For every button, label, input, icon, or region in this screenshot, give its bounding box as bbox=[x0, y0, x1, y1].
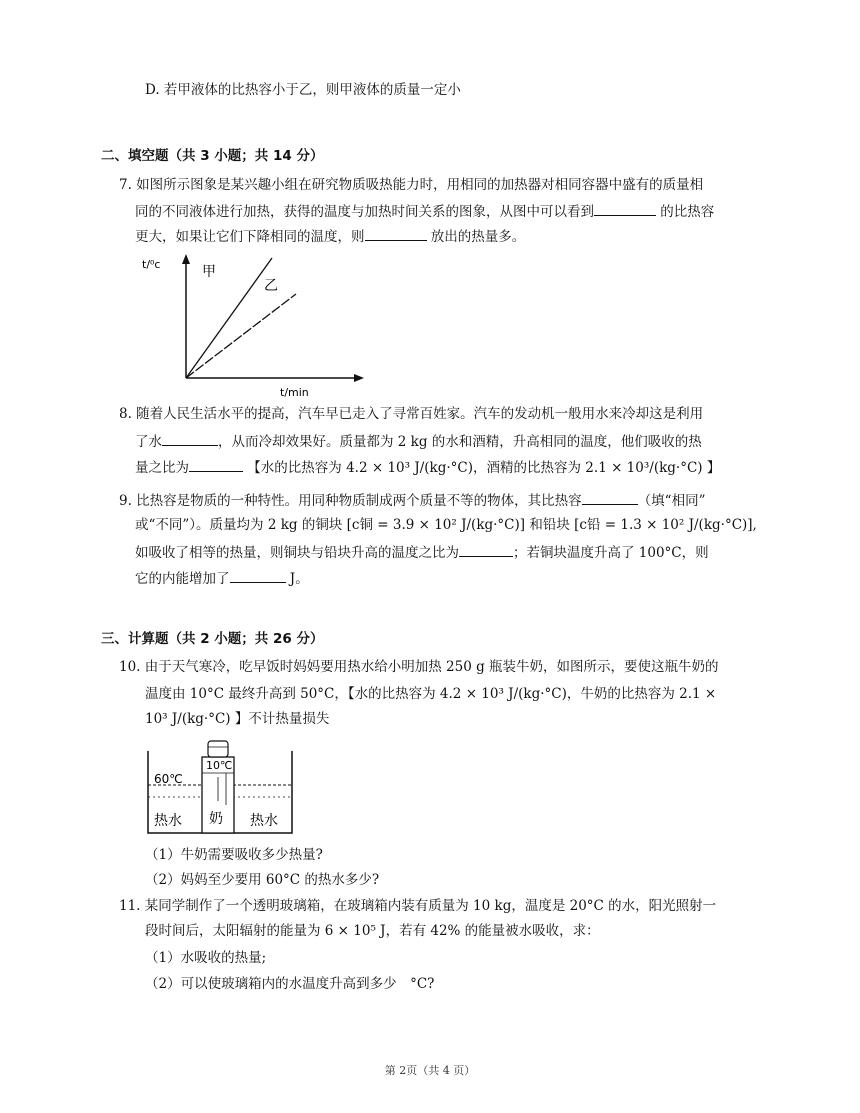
q9-line1-text-b: （填“相同” bbox=[637, 493, 706, 509]
graph-label-yi: 乙 bbox=[264, 278, 278, 294]
milk-temp-label: 10℃ bbox=[206, 759, 233, 772]
graph-y-arrow bbox=[182, 254, 190, 264]
q7-line3-text: 更大，如果让它们下降相同的温度，则 bbox=[135, 229, 365, 245]
graph-y-label: t/⁰c bbox=[142, 258, 161, 271]
section-title-calculation: 三、计算题（共 2 小题；共 26 分） bbox=[101, 631, 324, 647]
bottle-cap bbox=[208, 741, 228, 757]
q7-line3 bbox=[135, 227, 525, 246]
graph-x-label: t/min bbox=[280, 386, 309, 399]
graph-line-jia bbox=[186, 258, 272, 378]
milk-label: 奶 bbox=[209, 811, 223, 827]
q8-line3-text-b: 【水的比热容为 4.2 × 10³ J/(kg·°C)，酒精的比热容为 2.1 × 10³/(kg·°C) 】 bbox=[247, 460, 721, 476]
q7-blank1[interactable] bbox=[594, 202, 656, 216]
q7-line2-text: 同的不同液体进行加热，获得的温度与加热时间关系的图象，从图中可以看到 bbox=[135, 204, 594, 220]
q9-line1 bbox=[119, 491, 705, 510]
q10-line3: 10³ J/(kg·°C) 】不计热量损失 bbox=[145, 711, 330, 727]
q7-line2 bbox=[135, 202, 714, 221]
page-footer: 第 2页（共 4 页） bbox=[384, 1064, 476, 1077]
q11-sub2: （2）可以使玻璃箱内的水温度升高到多少 °C? bbox=[145, 976, 435, 992]
q9-blank2[interactable] bbox=[459, 543, 513, 557]
q9-blank1[interactable] bbox=[582, 491, 638, 505]
graph-line-yi bbox=[186, 294, 296, 378]
q10-line2: 温度由 10°C 最终升高到 50°C，【水的比热容为 4.2 × 10³ J/(kg·°C)，牛奶的比热容为 2.1 × bbox=[145, 686, 717, 702]
option-d: D. 若甲液体的比热容小于乙，则甲液体的质量一定小 bbox=[145, 82, 461, 98]
q7-line2-text-b: 的比热容 bbox=[660, 204, 715, 220]
q9-line4 bbox=[135, 569, 309, 588]
q7-blank2[interactable] bbox=[365, 227, 427, 241]
q8-blank1[interactable] bbox=[162, 432, 218, 446]
q8-blank2[interactable] bbox=[189, 458, 243, 472]
q11-line2: 段时间后，太阳辐射的能量为 6 × 10⁵ J，若有 42% 的能量被水吸收，求： bbox=[145, 923, 600, 939]
q8-line2-text-b: ，从而冷却效果好。质量都为 2 kg 的水和酒精，升高相同的温度，他们吸收的热 bbox=[218, 434, 702, 450]
q9-line4-text: 它的内能增加了 bbox=[135, 571, 230, 587]
q9-line2: 或“不同”）。质量均为 2 kg 的铜块 [c铜 = 3.9 × 10² J/(kg·°C)] 和铅块 [c铅 = 1.3 × 10² J/(kg·°C)], bbox=[135, 517, 757, 533]
q8-line2 bbox=[135, 432, 702, 451]
graph-x-arrow bbox=[354, 374, 364, 382]
q10-sub1: （1）牛奶需要吸收多少热量? bbox=[145, 847, 323, 863]
hot-water-label-right: 热水 bbox=[250, 813, 278, 829]
q11-line1: 11. 某同学制作了一个透明玻璃箱，在玻璃箱内装有质量为 10 kg，温度是 20°C 的水，阳光照射一 bbox=[119, 898, 717, 914]
q8-line1: 8. 随着人民生活水平的提高，汽车早已走入了寻常百姓家。汽车的发动机一般用水来冷却这是利用 bbox=[119, 406, 704, 422]
q8-line3-text: 量之比为 bbox=[135, 460, 189, 476]
q10-sub2: （2）妈妈至少要用 60°C 的热水多少? bbox=[145, 872, 380, 888]
q8-line3 bbox=[135, 458, 720, 477]
q10-line1: 10. 由于天气寒冷，吃早饭时妈妈要用热水给小明加热 250 g 瓶装牛奶，如图所示，要使这瓶牛奶的 bbox=[119, 659, 719, 675]
water-temp-label: 60℃ bbox=[154, 772, 183, 786]
q9-blank3[interactable] bbox=[230, 569, 286, 583]
q8-line2-text: 了水 bbox=[135, 434, 162, 450]
temperature-time-graph bbox=[140, 250, 370, 400]
hot-water-label-left: 热水 bbox=[154, 813, 182, 829]
q7-line1: 7. 如图所示图象是某兴趣小组在研究物质吸热能力时，用相同的加热器对相同容器中盛有的质量相 bbox=[119, 177, 704, 193]
q9-line4-text-b: J。 bbox=[289, 571, 309, 587]
q7-line3-text-b: 放出的热量多。 bbox=[430, 229, 526, 245]
milk-heating-figure bbox=[146, 737, 296, 837]
q9-line1-text: 9. 比热容是物质的一种特性。用同种物质制成两个质量不等的物体，其比热容 bbox=[119, 493, 582, 509]
q9-line3-text-b: ；若铜块温度升高了 100°C，则 bbox=[513, 545, 709, 561]
q9-line3 bbox=[135, 543, 709, 562]
q11-sub1: （1）水吸收的热量; bbox=[145, 950, 267, 966]
q9-line3-text: 如吸收了相等的热量，则铜块与铅块升高的温度之比为 bbox=[135, 545, 459, 561]
section-title-fill-in: 二、填空题（共 3 小题；共 14 分） bbox=[101, 148, 324, 164]
graph-label-jia: 甲 bbox=[202, 264, 216, 280]
